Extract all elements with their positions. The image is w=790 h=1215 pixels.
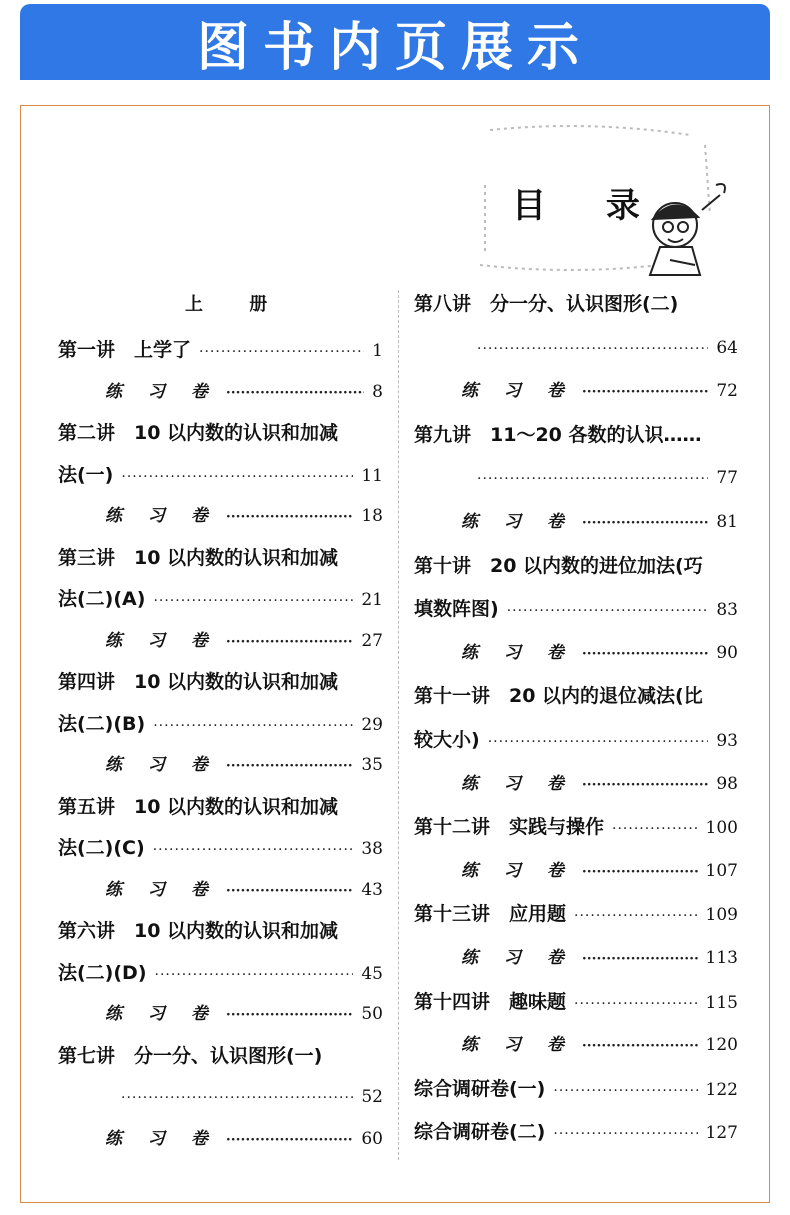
toc-entry-title: 法(二)(A) <box>58 588 146 610</box>
toc-leader-dots <box>226 752 354 780</box>
toc-entry-title: 第二讲 10 以内数的认识和加减 <box>58 422 339 444</box>
toc-page-number: 122 <box>705 1079 738 1100</box>
toc-entry-title: 第三讲 10 以内数的认识和加减 <box>58 546 339 569</box>
toc-leader-dots <box>153 587 353 615</box>
toc-leader-dots <box>582 771 709 799</box>
toc-entry <box>58 461 383 489</box>
toc-entry <box>58 668 383 696</box>
toc-entry-title: 法(二)(D) <box>58 961 147 984</box>
toc-page-number: 115 <box>705 992 738 1013</box>
toc-leader-dots <box>226 503 354 531</box>
toc-page-number: 93 <box>716 731 738 751</box>
toc-entry <box>58 710 383 738</box>
toc-leader-dots <box>507 597 709 625</box>
toc-page-number: 11 <box>361 465 383 486</box>
toc-entry-title: 练 习 卷 <box>105 381 218 402</box>
toc-practice-entry <box>461 770 738 798</box>
toc-page-number: 38 <box>361 839 383 859</box>
toc-entry-title: 法(二)(B) <box>58 712 146 735</box>
toc-page-number: 120 <box>705 1035 738 1056</box>
toc-page-number: 18 <box>361 506 383 526</box>
toc-page-number: 100 <box>705 818 738 839</box>
toc-entry <box>58 834 383 862</box>
toc-entry <box>469 464 738 492</box>
toc-entry-title: 第四讲 10 以内数的认识和加减 <box>58 671 339 693</box>
toc-leader-dots <box>582 858 698 886</box>
toc-entry-title: 第九讲 11～20 各数的认识…… <box>414 423 702 446</box>
toc-practice-entry <box>105 627 383 655</box>
toc-page-number: 29 <box>361 714 383 735</box>
banner-title: 图书内页展示 <box>196 17 593 78</box>
toc-entry <box>58 959 383 987</box>
toc-entry-title: 练 习 卷 <box>105 879 218 900</box>
toc-entry <box>414 682 738 710</box>
toc-page-number: 64 <box>716 337 738 358</box>
toc-leader-dots <box>477 465 708 493</box>
toc-page-number: 127 <box>705 1123 738 1144</box>
toc-page-number: 83 <box>716 600 738 621</box>
toc-entry-title: 练 习 卷 <box>461 948 574 968</box>
toc-practice-entry <box>461 1031 738 1059</box>
section-label: 上 册 <box>185 294 288 315</box>
toc-page-number: 27 <box>361 630 383 651</box>
toc-entry <box>414 595 738 623</box>
toc-entry-title: 练 习 卷 <box>105 506 218 526</box>
toc-page-number: 43 <box>361 879 383 900</box>
toc-practice-entry <box>105 378 383 406</box>
toc-page-number: 60 <box>361 1128 383 1149</box>
toc-entry-title: 第十四讲 趣味题 <box>414 990 567 1013</box>
toc-entry <box>58 1042 383 1070</box>
toc-entry-title: 第五讲 10 以内数的认识和加减 <box>58 795 339 818</box>
toc-practice-entry <box>461 508 738 536</box>
toc-entry <box>414 1075 738 1103</box>
toc-page-number: 77 <box>716 468 738 489</box>
toc-practice-entry <box>105 1125 383 1153</box>
toc-page-number: 72 <box>716 381 738 402</box>
toc-entry-title: 练 习 卷 <box>105 1004 218 1024</box>
toc-page-number: 1 <box>372 341 383 361</box>
toc-leader-dots <box>155 961 354 989</box>
toc-entry-title: 较大小) <box>414 729 480 751</box>
toc-practice-entry <box>105 876 383 904</box>
toc-page-number: 107 <box>705 860 738 881</box>
toc-leader-dots <box>553 1077 697 1105</box>
toc-entry <box>58 793 383 821</box>
toc-leader-dots <box>121 1084 353 1112</box>
toc-entry <box>58 544 383 572</box>
banner <box>20 4 770 80</box>
toc-page-number: 50 <box>361 1004 383 1024</box>
toc-leader-dots <box>153 712 353 740</box>
toc-entry-title: 练 习 卷 <box>461 642 574 663</box>
toc-entry <box>414 900 738 928</box>
toc-entry-title: 练 习 卷 <box>105 1128 218 1149</box>
toc-leader-dots <box>574 902 698 930</box>
toc-page-number: 113 <box>705 948 738 968</box>
toc-entry-title: 法(二)(C) <box>58 837 145 859</box>
toc-leader-dots <box>488 728 709 756</box>
toc-entry-title: 第八讲 分一分、认识图形(二) <box>414 293 679 315</box>
toc-entry <box>414 813 738 841</box>
toc-page-number: 90 <box>716 642 738 663</box>
column-divider <box>398 290 399 1160</box>
toc-leader-dots <box>121 463 353 491</box>
toc-leader-dots <box>199 338 364 366</box>
toc-entry-title: 练 习 卷 <box>461 1035 574 1056</box>
toc-page-number: 21 <box>361 590 383 610</box>
toc-practice-entry <box>461 377 738 405</box>
toc-entry <box>113 1083 383 1111</box>
toc-page-number: 109 <box>705 905 738 926</box>
toc-entry-title: 法(一) <box>58 463 114 486</box>
toc-entry-title: 第六讲 10 以内数的认识和加减 <box>58 920 339 942</box>
toc-heading: 目 录 <box>512 186 664 226</box>
toc-practice-entry <box>105 502 383 530</box>
toc-leader-dots <box>153 836 354 864</box>
toc-leader-dots <box>477 335 708 363</box>
toc-page-number: 45 <box>361 963 383 984</box>
toc-entry-title: 练 习 卷 <box>461 860 574 881</box>
toc-entry <box>58 419 383 447</box>
toc-entry-title: 练 习 卷 <box>461 512 574 532</box>
toc-page-number: 35 <box>361 755 383 775</box>
toc-entry-title: 综合调研卷(二) <box>414 1121 546 1144</box>
toc-leader-dots <box>582 640 709 668</box>
toc-leader-dots <box>582 945 698 973</box>
toc-entry-title: 第七讲 分一分、认识图形(一) <box>58 1044 323 1067</box>
toc-entry <box>414 1118 738 1146</box>
toc-leader-dots <box>226 379 364 407</box>
toc-entry-title: 第十讲 20 以内数的进位加法(巧 <box>414 554 703 577</box>
toc-entry-title: 第一讲 上学了 <box>58 339 192 361</box>
toc-page-number: 52 <box>361 1087 383 1107</box>
toc-entry-title: 第十一讲 20 以内的退位减法(比 <box>414 685 703 708</box>
toc-practice-entry <box>461 639 738 667</box>
toc-entry <box>414 726 738 754</box>
toc-leader-dots <box>226 877 354 905</box>
toc-page-number: 81 <box>716 512 738 532</box>
toc-entry <box>414 988 738 1016</box>
toc-entry-title: 练 习 卷 <box>105 755 218 775</box>
toc-leader-dots <box>226 1001 354 1029</box>
toc-entry-title: 综合调研卷(一) <box>414 1077 546 1100</box>
toc-entry-title: 填数阵图) <box>414 598 499 621</box>
toc-entry <box>414 290 738 318</box>
toc-entry-title: 练 习 卷 <box>105 630 218 651</box>
toc-practice-entry <box>461 944 738 972</box>
toc-leader-dots <box>582 509 709 537</box>
toc-entry <box>414 552 738 580</box>
toc-entry-title: 练 习 卷 <box>461 381 574 402</box>
toc-leader-dots <box>226 628 354 656</box>
toc-page-number: 8 <box>372 381 383 402</box>
toc-practice-entry <box>461 857 738 885</box>
toc-practice-entry <box>105 1000 383 1028</box>
toc-entry-title: 第十三讲 应用题 <box>414 903 567 926</box>
toc-entry-title: 练 习 卷 <box>461 773 574 794</box>
toc-entry <box>414 421 738 449</box>
toc-entry <box>58 585 383 613</box>
toc-entry <box>469 334 738 362</box>
toc-leader-dots <box>582 1032 698 1060</box>
toc-page-number: 98 <box>716 773 738 794</box>
toc-leader-dots <box>226 1126 354 1154</box>
toc-entry <box>58 917 383 945</box>
toc-leader-dots <box>612 815 698 843</box>
toc-practice-entry <box>105 751 383 779</box>
toc-entry <box>58 336 383 364</box>
toc-leader-dots <box>574 990 698 1018</box>
toc-leader-dots <box>582 378 709 406</box>
toc-entry-title: 第十二讲 实践与操作 <box>414 816 605 839</box>
toc-leader-dots <box>553 1120 697 1148</box>
